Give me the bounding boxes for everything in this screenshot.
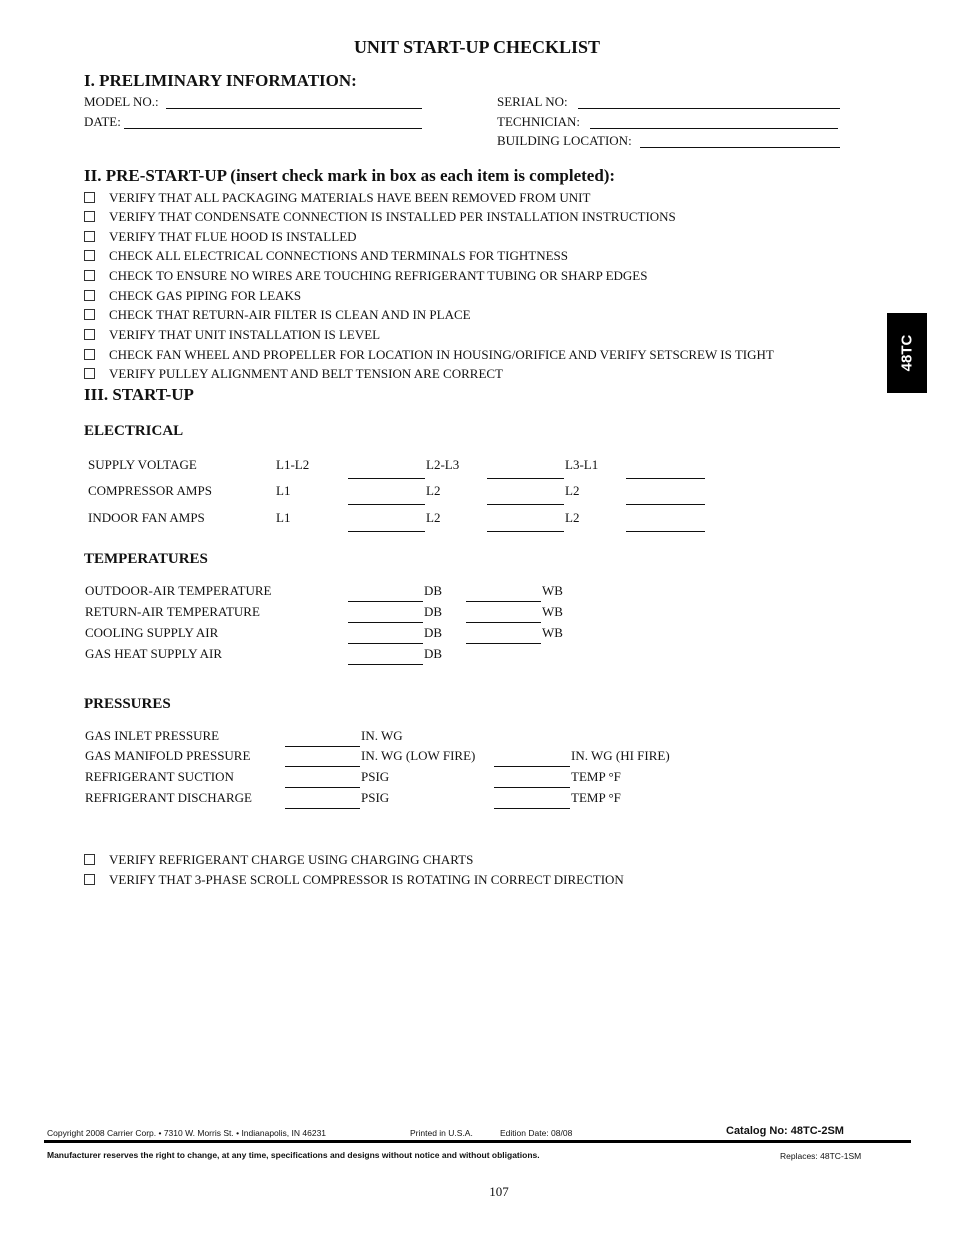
disclaimer-text: Manufacturer reserves the right to change, at any time, specifications and designs without notice and without obligations. [47, 1150, 540, 1160]
electrical-row-label: SUPPLY VOLTAGE [88, 457, 197, 472]
unit-label: TEMP °F [571, 769, 621, 784]
checklist-item[interactable]: CHECK GAS PIPING FOR LEAKS [84, 288, 301, 304]
checklist-item[interactable]: CHECK THAT RETURN-AIR FILTER IS CLEAN AND IN PLACE [84, 307, 471, 323]
wb-field[interactable] [466, 601, 541, 602]
phase-label: L1-L2 [276, 457, 310, 472]
phase-label: L2-L3 [426, 457, 460, 472]
checklist-item[interactable]: CHECK FAN WHEEL AND PROPELLER FOR LOCATION IN HOUSING/ORIFICE AND VERIFY SETSCREW IS TIGHT [84, 347, 774, 363]
checklist-item[interactable]: VERIFY REFRIGERANT CHARGE USING CHARGING CHARTS [84, 852, 473, 868]
checkbox[interactable] [84, 349, 95, 360]
pressure-row-label: REFRIGERANT SUCTION [85, 769, 234, 784]
unit-label: PSIG [361, 790, 390, 805]
checkbox[interactable] [84, 854, 95, 865]
side-tab: 48TC [887, 313, 927, 393]
phase-label: L2 [565, 510, 580, 525]
value-field[interactable] [348, 504, 425, 505]
wb-label: WB [542, 583, 563, 598]
building-field[interactable] [640, 147, 840, 148]
printed-text: Printed in U.S.A. [410, 1128, 473, 1138]
edition-date: Edition Date: 08/08 [500, 1128, 573, 1138]
copyright-text: Copyright 2008 Carrier Corp. • 7310 W. Morris St. • Indianapolis, IN 46231 [47, 1128, 327, 1138]
checklist-item[interactable]: VERIFY THAT ALL PACKAGING MATERIALS HAVE BEEN REMOVED FROM UNIT [84, 190, 590, 206]
checkbox[interactable] [84, 874, 95, 885]
phase-label: L2 [426, 483, 441, 498]
unit-label: IN. WG (LOW FIRE) [361, 748, 476, 763]
wb-field[interactable] [466, 622, 541, 623]
db-field[interactable] [348, 601, 423, 602]
value-field[interactable] [348, 531, 425, 532]
checklist-item[interactable]: VERIFY THAT CONDENSATE CONNECTION IS INSTALLED PER INSTALLATION INSTRUCTIONS [84, 209, 676, 225]
phase-label: L2 [565, 483, 580, 498]
electrical-heading: ELECTRICAL [84, 423, 184, 439]
checklist-item[interactable]: VERIFY PULLEY ALIGNMENT AND BELT TENSION ARE CORRECT [84, 366, 503, 382]
unit-label: TEMP °F [571, 790, 621, 805]
checklist-item[interactable]: CHECK ALL ELECTRICAL CONNECTIONS AND TERMINALS FOR TIGHTNESS [84, 248, 568, 264]
technician-label: TECHNICIAN: [497, 114, 581, 129]
temp-field[interactable] [494, 808, 570, 809]
pressure-field[interactable] [285, 766, 360, 767]
wb-field[interactable] [466, 643, 541, 644]
db-label: DB [424, 583, 443, 598]
db-field[interactable] [348, 622, 423, 623]
temperature-row-label: GAS HEAT SUPPLY AIR [85, 646, 223, 661]
pressure-field[interactable] [285, 787, 360, 788]
page-title: UNIT START-UP CHECKLIST [353, 37, 601, 57]
value-field[interactable] [487, 478, 564, 479]
db-label: DB [424, 646, 443, 661]
pressure-row-label: REFRIGERANT DISCHARGE [85, 790, 252, 805]
electrical-row-label: INDOOR FAN AMPS [88, 510, 205, 525]
model-label: MODEL NO.: [84, 94, 159, 109]
section-startup-heading: III. START-UP [84, 385, 194, 404]
section-prestart-heading: II. PRE-START-UP (insert check mark in box as each item is completed): [84, 166, 616, 185]
temperature-row-label: COOLING SUPPLY AIR [85, 625, 219, 640]
checklist-item[interactable]: VERIFY THAT FLUE HOOD IS INSTALLED [84, 229, 357, 245]
serial-label: SERIAL NO: [497, 94, 568, 109]
model-field[interactable] [166, 108, 422, 109]
checkbox[interactable] [84, 290, 95, 301]
serial-field[interactable] [578, 108, 840, 109]
footer-rule [44, 1140, 911, 1143]
value-field[interactable] [487, 504, 564, 505]
catalog-number: Catalog No: 48TC-2SM [726, 1125, 844, 1137]
checkbox[interactable] [84, 329, 95, 340]
checkbox[interactable] [84, 309, 95, 320]
checkbox[interactable] [84, 211, 95, 222]
db-field[interactable] [348, 664, 423, 665]
date-field[interactable] [124, 128, 422, 129]
checklist-item[interactable]: VERIFY THAT 3-PHASE SCROLL COMPRESSOR IS ROTATING IN CORRECT DIRECTION [84, 872, 624, 888]
building-label: BUILDING LOCATION: [497, 133, 632, 148]
db-field[interactable] [348, 643, 423, 644]
value-field[interactable] [487, 531, 564, 532]
temperatures-heading: TEMPERATURES [84, 551, 208, 567]
value-field[interactable] [626, 531, 705, 532]
replaces-text: Replaces: 48TC-1SM [780, 1151, 862, 1161]
phase-label: L3-L1 [565, 457, 599, 472]
checkbox[interactable] [84, 192, 95, 203]
value-field[interactable] [626, 504, 705, 505]
pressure-field[interactable] [285, 746, 360, 747]
temperature-row-label: RETURN-AIR TEMPERATURE [85, 604, 260, 619]
pressure-row-label: GAS MANIFOLD PRESSURE [85, 748, 251, 763]
wb-label: WB [542, 604, 563, 619]
checkbox[interactable] [84, 270, 95, 281]
phase-label: L1 [276, 483, 291, 498]
page-number: 107 [489, 1184, 509, 1199]
checkbox[interactable] [84, 250, 95, 261]
section-preliminary-heading: I. PRELIMINARY INFORMATION: [84, 71, 357, 90]
wb-label: WB [542, 625, 563, 640]
pressure-field[interactable] [285, 808, 360, 809]
unit-label: PSIG [361, 769, 390, 784]
electrical-row-label: COMPRESSOR AMPS [88, 483, 212, 498]
checkbox[interactable] [84, 231, 95, 242]
db-label: DB [424, 625, 443, 640]
checklist-item[interactable]: VERIFY THAT UNIT INSTALLATION IS LEVEL [84, 327, 380, 343]
value-field[interactable] [626, 478, 705, 479]
unit-label: IN. WG [361, 728, 403, 743]
date-label: DATE: [84, 114, 121, 129]
db-label: DB [424, 604, 443, 619]
unit-label: IN. WG (HI FIRE) [571, 748, 670, 763]
temp-field[interactable] [494, 787, 570, 788]
pressure-field[interactable] [494, 766, 570, 767]
checklist-item[interactable]: CHECK TO ENSURE NO WIRES ARE TOUCHING REFRIGERANT TUBING OR SHARP EDGES [84, 268, 647, 284]
temperature-row-label: OUTDOOR-AIR TEMPERATURE [85, 583, 272, 598]
value-field[interactable] [348, 478, 425, 479]
phase-label: L2 [426, 510, 441, 525]
pressure-row-label: GAS INLET PRESSURE [85, 728, 220, 743]
checkbox[interactable] [84, 368, 95, 379]
phase-label: L1 [276, 510, 291, 525]
technician-field[interactable] [590, 128, 838, 129]
pressures-heading: PRESSURES [84, 696, 171, 712]
